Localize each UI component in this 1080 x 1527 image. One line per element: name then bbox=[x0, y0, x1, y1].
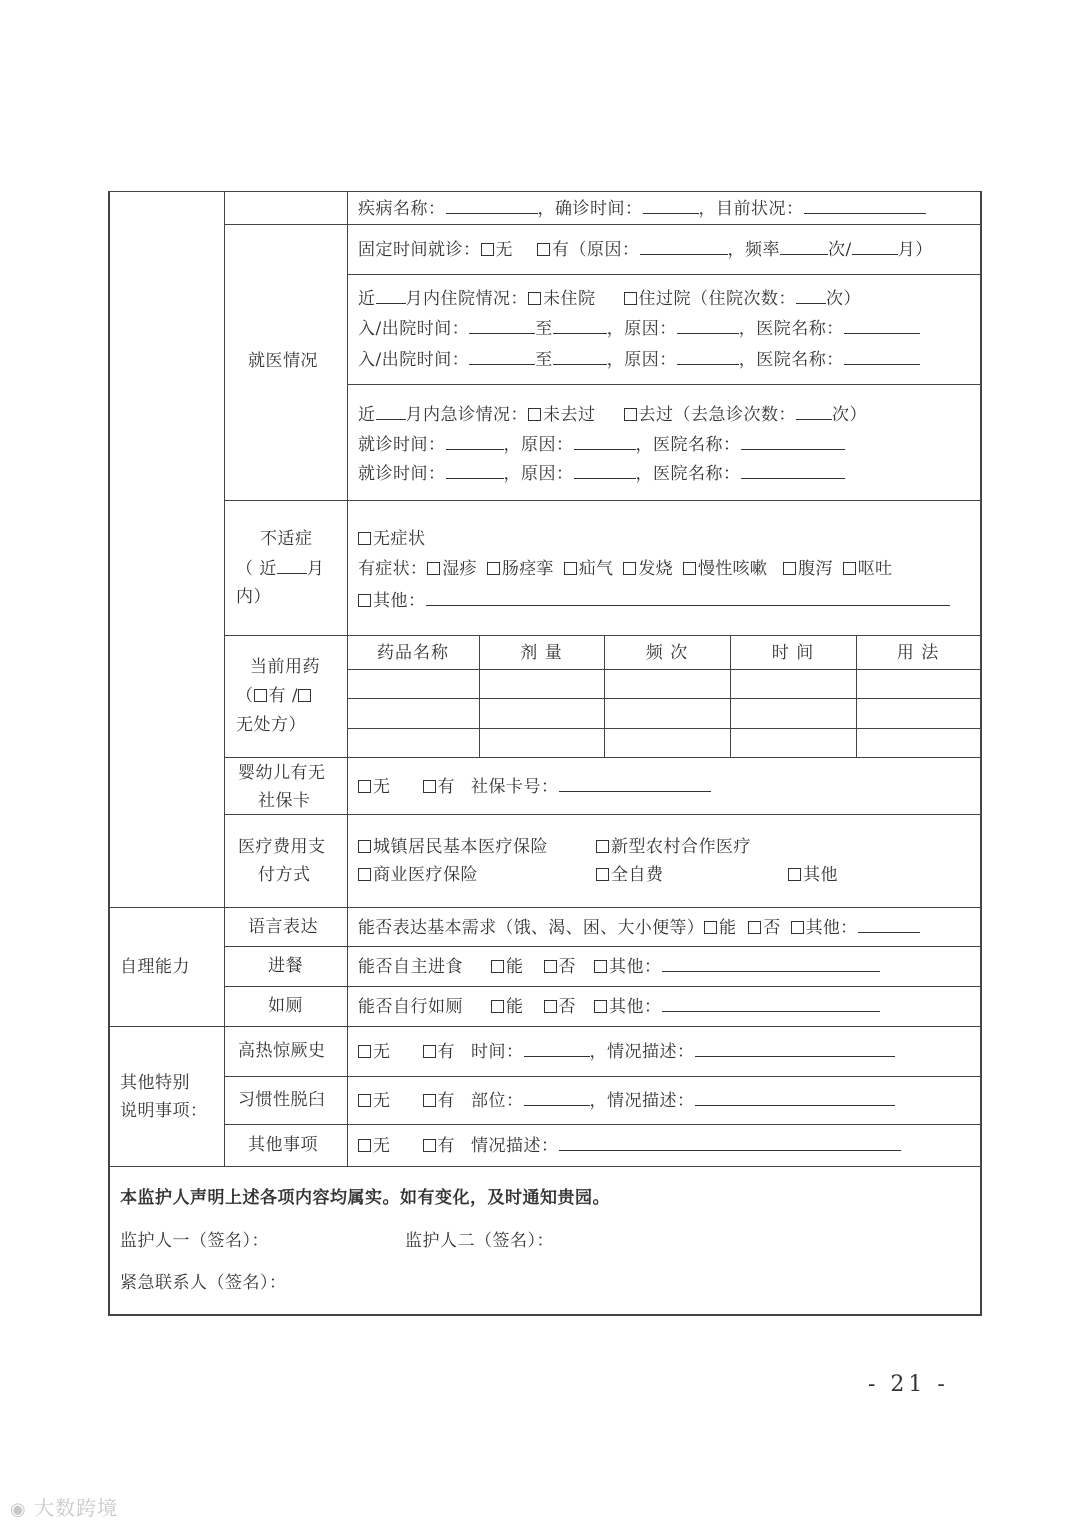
checkbox-icon[interactable] bbox=[481, 243, 494, 256]
blank-field[interactable] bbox=[559, 775, 711, 792]
pay-option-other[interactable]: 其他 bbox=[788, 864, 838, 886]
label-discomfort-line1: 不适症 bbox=[260, 529, 313, 549]
blank-field[interactable] bbox=[858, 916, 920, 933]
row-no-symptom: 无症状 bbox=[358, 528, 426, 550]
med-header-freq: 频 次 bbox=[645, 643, 689, 663]
label-habit: 习惯性脱臼 bbox=[238, 1090, 326, 1110]
checkbox-icon bbox=[298, 689, 311, 702]
label-pay-line2: 付方式 bbox=[258, 865, 311, 885]
checkbox-icon[interactable] bbox=[783, 562, 796, 575]
checkbox-icon bbox=[788, 868, 801, 881]
blank-field[interactable] bbox=[796, 403, 832, 420]
label-toilet: 如厕 bbox=[268, 996, 303, 1016]
row-lang: 能否表达基本需求（饿、渴、困、大小便等） 能 否 其他： bbox=[358, 916, 920, 939]
checkbox-icon bbox=[596, 840, 609, 853]
declaration: 本监护人声明上述各项内容均属实。如有变化，及时通知贵园。 bbox=[120, 1188, 610, 1208]
checkbox-icon[interactable] bbox=[704, 921, 717, 934]
row-otheritem: 无 有 情况描述： bbox=[358, 1134, 901, 1157]
label-social-line2: 社保卡 bbox=[258, 791, 311, 811]
checkbox-icon[interactable] bbox=[594, 960, 607, 973]
pay-option-rural[interactable]: 新型农村合作医疗 bbox=[596, 836, 751, 858]
checkbox-icon[interactable] bbox=[358, 532, 371, 545]
med-header-time: 时 间 bbox=[771, 643, 815, 663]
row-social-card: 无 有 社保卡号： bbox=[358, 775, 711, 798]
checkbox-icon[interactable] bbox=[358, 594, 371, 607]
label-otheritem: 其他事项 bbox=[248, 1135, 318, 1155]
blank-field[interactable] bbox=[426, 589, 950, 606]
blank-field[interactable] bbox=[574, 433, 636, 450]
checkbox-icon[interactable] bbox=[544, 1000, 557, 1013]
blank-field[interactable] bbox=[574, 462, 636, 479]
blank-field[interactable] bbox=[780, 238, 828, 255]
label-selfcare: 自理能力 bbox=[120, 957, 190, 977]
row-hosp-status: 近 月内住院情况： 未住院 住过院（住院次数： 次） bbox=[358, 289, 861, 309]
med-header-name: 药品名称 bbox=[377, 643, 449, 663]
checkbox-icon[interactable] bbox=[843, 562, 856, 575]
blank-field[interactable] bbox=[662, 955, 880, 972]
label-meds-line2: （ 有 / bbox=[236, 685, 313, 707]
blank-field[interactable] bbox=[695, 1040, 895, 1057]
checkbox-icon[interactable] bbox=[623, 562, 636, 575]
label-lang: 语言表达 bbox=[248, 917, 318, 937]
checkbox-icon[interactable] bbox=[528, 292, 541, 305]
row-disease: 疾病名称： ，确诊时间： ，目前状况： bbox=[358, 197, 926, 220]
checkbox-icon bbox=[596, 868, 609, 881]
checkbox-icon[interactable] bbox=[683, 562, 696, 575]
checkbox-icon[interactable] bbox=[358, 1094, 371, 1107]
blank-field[interactable] bbox=[741, 462, 845, 479]
label-medical: 就医情况 bbox=[248, 351, 318, 371]
emergency-contact-signature[interactable]: 紧急联系人（签名）： bbox=[120, 1273, 287, 1293]
blank-field[interactable] bbox=[677, 317, 739, 334]
label-meds-line1: 当前用药 bbox=[250, 657, 320, 677]
weibo-icon: ◉ bbox=[10, 1499, 27, 1520]
checkbox-icon[interactable] bbox=[791, 921, 804, 934]
row-eat: 能否自主进食 能 否 其他： bbox=[358, 955, 880, 978]
checkbox-icon[interactable] bbox=[537, 243, 550, 256]
blank-field[interactable] bbox=[662, 995, 880, 1012]
label-pay-line1: 医疗费用支 bbox=[238, 837, 326, 857]
blank-field[interactable] bbox=[469, 348, 535, 365]
row-hosp-time-1: 入/出院时间： 至 ，原因： ，医院名称： bbox=[358, 317, 920, 340]
blank-field[interactable] bbox=[524, 1040, 590, 1057]
checkbox-icon bbox=[358, 868, 371, 881]
blank-field[interactable] bbox=[844, 348, 920, 365]
blank-field[interactable] bbox=[677, 348, 739, 365]
row-emer-time-1: 就诊时间： ，原因： ，医院名称： bbox=[358, 433, 845, 456]
blank-field[interactable] bbox=[553, 348, 607, 365]
blank-field[interactable] bbox=[446, 197, 538, 214]
row-emer-time-2: 就诊时间： ，原因： ，医院名称： bbox=[358, 462, 845, 485]
checkbox-icon[interactable] bbox=[544, 960, 557, 973]
row-habit: 无 有 部位： ，情况描述： bbox=[358, 1089, 895, 1112]
checkbox-icon[interactable] bbox=[427, 562, 440, 575]
row-emer-status: 近 月内急诊情况： 未去过 去过（去急诊次数： 次） bbox=[358, 405, 867, 425]
blank-field[interactable] bbox=[524, 1089, 590, 1106]
blank-field[interactable] bbox=[796, 287, 826, 304]
med-header-usage: 用 法 bbox=[896, 643, 940, 663]
checkbox-icon[interactable] bbox=[423, 1045, 436, 1058]
label-discomfort-line3: 内） bbox=[236, 587, 271, 607]
label-meds-line3: 无处方） bbox=[236, 715, 306, 735]
checkbox-icon bbox=[254, 689, 267, 702]
checkbox-icon[interactable] bbox=[358, 1139, 371, 1152]
checkbox-icon[interactable] bbox=[528, 408, 541, 421]
blank-field[interactable] bbox=[446, 462, 504, 479]
blank-field[interactable] bbox=[469, 317, 535, 334]
blank-field[interactable] bbox=[640, 238, 728, 255]
checkbox-icon[interactable] bbox=[491, 960, 504, 973]
checkbox-icon[interactable] bbox=[624, 292, 637, 305]
blank-field[interactable] bbox=[559, 1134, 901, 1151]
checkbox-icon[interactable] bbox=[564, 562, 577, 575]
blank-field[interactable] bbox=[844, 317, 920, 334]
blank-field[interactable] bbox=[376, 287, 406, 304]
checkbox-icon[interactable] bbox=[491, 1000, 504, 1013]
blank-field[interactable] bbox=[804, 197, 926, 214]
blank-field[interactable] bbox=[446, 433, 504, 450]
checkbox-icon bbox=[358, 840, 371, 853]
guardian2-signature[interactable]: 监护人二（签名）： bbox=[405, 1231, 554, 1251]
guardian1-signature[interactable]: 监护人一（签名）： bbox=[120, 1231, 269, 1251]
label-discomfort-line2: （ 近 月 bbox=[236, 559, 325, 579]
row-fixed-visit: 固定时间就诊： 无 有（原因： ，频率 次/ 月） bbox=[358, 240, 933, 260]
blank-field[interactable] bbox=[695, 1089, 895, 1106]
row-symptom-other: 其他： bbox=[358, 589, 950, 612]
blank-field[interactable] bbox=[852, 238, 898, 255]
label-fever: 高热惊厥史 bbox=[238, 1041, 326, 1061]
blank-field[interactable] bbox=[553, 317, 607, 334]
label-special-line1: 其他特别 bbox=[120, 1073, 190, 1093]
checkbox-icon[interactable] bbox=[358, 780, 371, 793]
label-social-line1: 婴幼儿有无 bbox=[238, 763, 326, 783]
pay-option-commercial[interactable]: 商业医疗保险 bbox=[358, 864, 478, 886]
checkbox-icon[interactable] bbox=[748, 921, 761, 934]
label-eat: 进餐 bbox=[268, 956, 303, 976]
checkbox-icon[interactable] bbox=[594, 1000, 607, 1013]
blank-field[interactable] bbox=[376, 403, 406, 420]
blank-field[interactable] bbox=[643, 197, 699, 214]
checkbox-icon[interactable] bbox=[487, 562, 500, 575]
row-symptoms: 有症状： 湿疹 肠痉挛 疝气 发烧 慢性咳嗽 腹泻 呕吐 bbox=[358, 559, 893, 579]
blank-field[interactable] bbox=[741, 433, 845, 450]
checkbox-icon[interactable] bbox=[358, 1045, 371, 1058]
row-fever: 无 有 时间： ，情况描述： bbox=[358, 1040, 895, 1063]
med-header-dose: 剂 量 bbox=[520, 643, 563, 663]
page-number: - 21 - bbox=[868, 1372, 949, 1397]
row-hosp-time-2: 入/出院时间： 至 ，原因： ，医院名称： bbox=[358, 348, 920, 371]
checkbox-icon[interactable] bbox=[423, 1094, 436, 1107]
watermark: ◉ 大数跨境 bbox=[10, 1496, 119, 1520]
checkbox-icon[interactable] bbox=[624, 408, 637, 421]
checkbox-icon[interactable] bbox=[423, 1139, 436, 1152]
pay-option-urban[interactable]: 城镇居民基本医疗保险 bbox=[358, 836, 548, 858]
pay-option-self[interactable]: 全自费 bbox=[596, 864, 664, 886]
label-special-line2: 说明事项： bbox=[120, 1101, 208, 1121]
checkbox-icon[interactable] bbox=[423, 780, 436, 793]
row-toilet: 能否自行如厕 能 否 其他： bbox=[358, 995, 880, 1018]
